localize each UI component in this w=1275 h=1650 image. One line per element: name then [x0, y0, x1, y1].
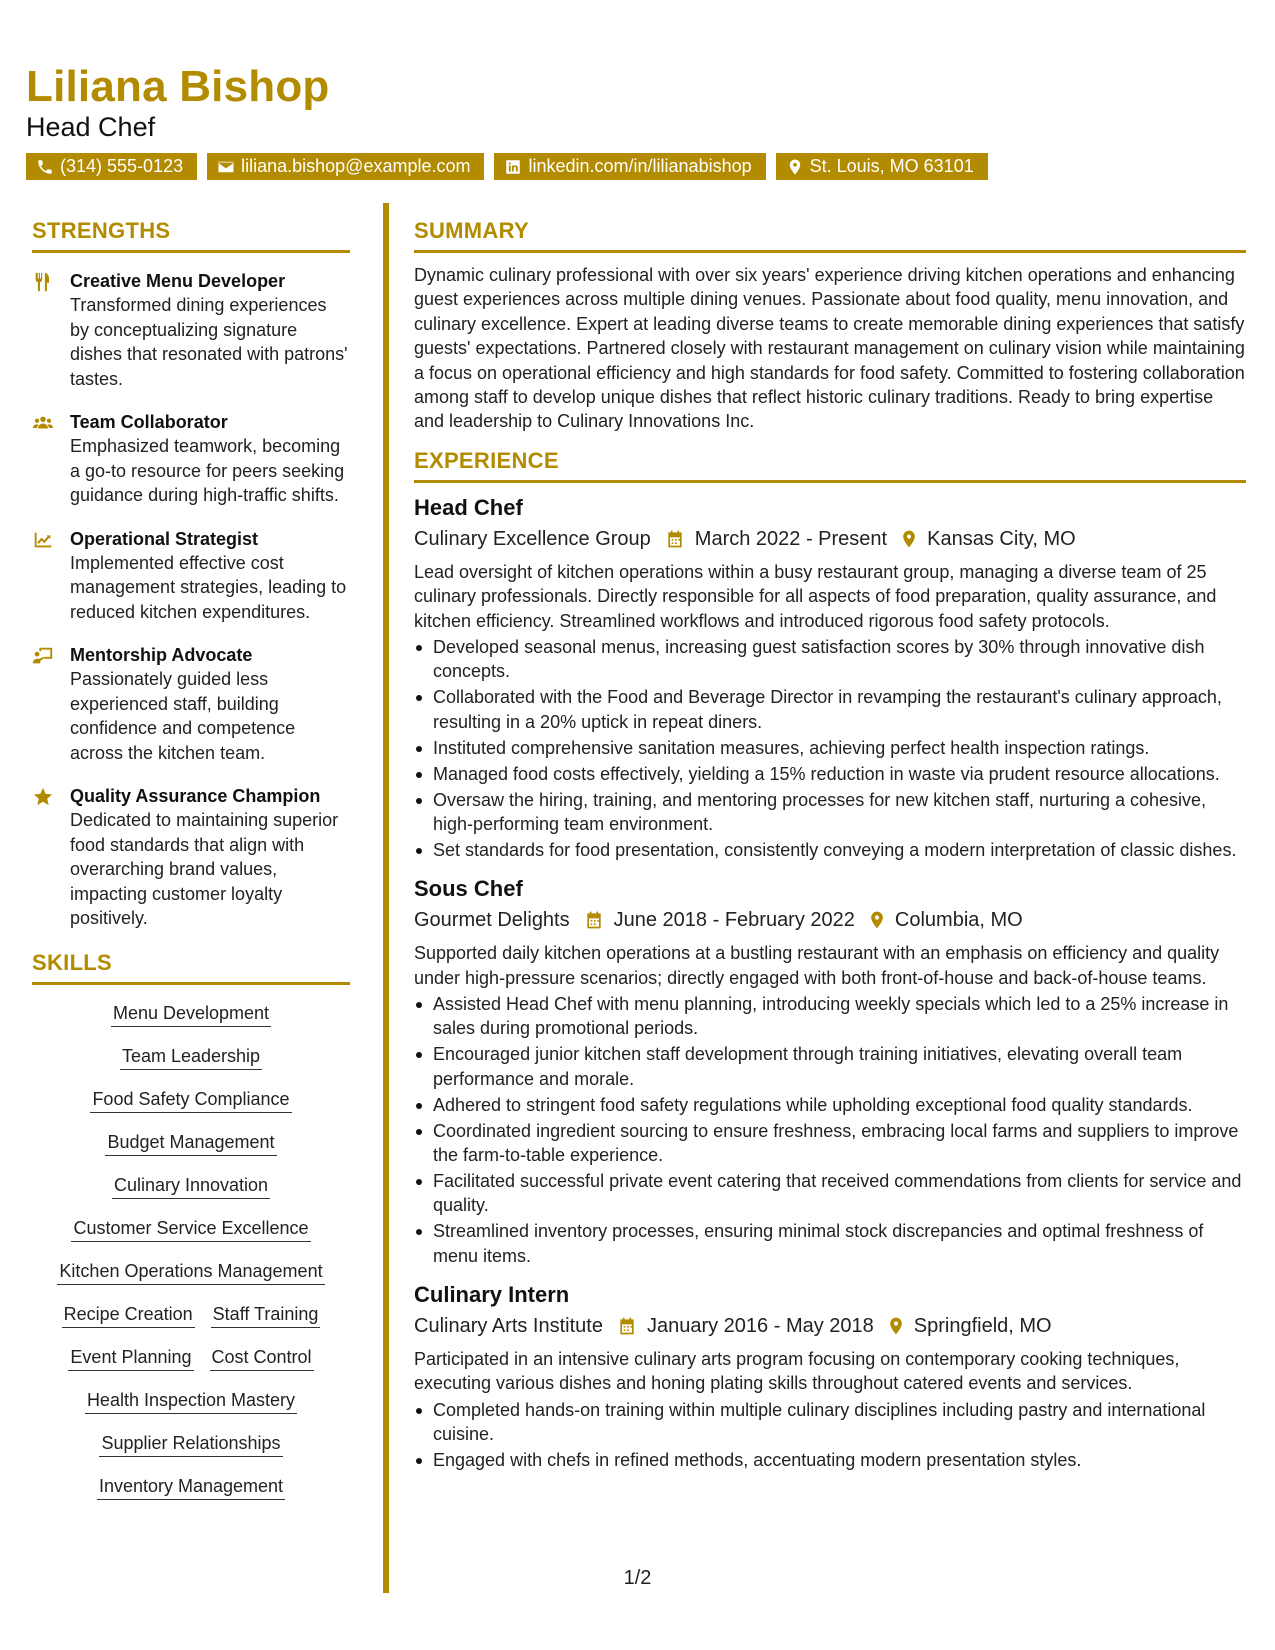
strengths-heading: STRENGTHS: [32, 218, 350, 253]
calendar-icon: [584, 910, 604, 930]
job-company: Culinary Arts Institute: [414, 1315, 603, 1337]
job-meta: [414, 1311, 1246, 1341]
map-pin-icon: [886, 1316, 906, 1336]
contact-email[interactable]: [207, 153, 484, 180]
strength-description: Passionately guided less experienced staff, building confidence and competence across the kitchen team.: [70, 669, 296, 763]
skills-list: [32, 1001, 350, 1517]
bullet-item: Engaged with chefs in refined methods, accentuating modern presentation styles.: [414, 1448, 1246, 1472]
strength-item: [32, 269, 350, 391]
calendar-icon: [617, 1316, 637, 1336]
strength-title: Quality Assurance Champion: [70, 786, 321, 806]
strength-title: Operational Strategist: [70, 528, 259, 549]
skill-tag: Recipe Creation: [62, 1302, 195, 1328]
column-divider: [383, 203, 389, 1593]
job-title: Sous Chef: [414, 876, 523, 902]
job-location: Kansas City, MO: [927, 527, 1076, 550]
teacher-icon: [32, 645, 54, 667]
candidate-name: Liliana Bishop: [26, 62, 330, 111]
job-entry: [414, 1280, 1246, 1473]
skill-tag: Cost Control: [210, 1345, 314, 1371]
strength-item: [32, 410, 350, 508]
page-number: 1/2: [623, 1567, 652, 1589]
bullet-item: Developed seasonal menus, increasing guest satisfaction scores by 30% through innovative dish concepts.: [414, 635, 1246, 684]
skill-tag: Team Leadership: [120, 1044, 262, 1070]
right-column: [414, 218, 1246, 1474]
job-company: Culinary Excellence Group: [414, 527, 651, 550]
star-icon: [32, 786, 54, 808]
strength-item: [32, 784, 350, 931]
map-pin-icon: [786, 158, 804, 176]
job-title: Culinary Intern: [414, 1282, 570, 1307]
job-meta: [414, 524, 1246, 554]
bullet-item: Adhered to stringent food safety regulations while upholding exceptional food quality standards.: [414, 1093, 1246, 1117]
job-description: Participated in an intensive culinary arts program focusing on contemporary cooking techniques, executing various dishes and honing plating skills throughout catered events and services.: [414, 1349, 1180, 1394]
skill-tag: Menu Development: [111, 1001, 271, 1027]
location-text: St. Louis, MO 63101: [809, 156, 974, 176]
skill-tag: Budget Management: [105, 1130, 276, 1156]
strength-title: Team Collaborator: [70, 412, 228, 432]
left-column: [32, 218, 350, 1517]
job-bullets: [414, 1398, 1246, 1473]
job-description: Lead oversight of kitchen operations within a busy restaurant group, managing a diverse team of 25 culinary professionals. Directly responsible for all aspects of food preparation, quality assurance, and kitchen efficiency. Streamlined workflows and introduced rigorous food safety protocols.: [414, 561, 1217, 631]
users-icon: [32, 412, 54, 434]
job-bullets: [414, 992, 1246, 1268]
contact-phone[interactable]: [26, 153, 197, 180]
summary-text: Dynamic culinary professional with over six years' experience driving kitchen operations and enhancing guest experiences across multiple dining venues. Passionate about food quality, menu innovation, and culinary excellence. Expert at leading diverse teams to create memorable dining experiences that satisfy guests' expectations. Partnered closely with restaurant management on culinary vision while maintaining a focus on operational efficiency and high standards for food safety. Committed to fostering collaboration among staff to develop unique dishes that reflect historic culinary traditions. Ready to bring expertise and leadership to Culinary Innovations Inc.: [414, 265, 1245, 432]
strength-item: [32, 527, 350, 625]
skill-tag: Inventory Management: [97, 1474, 285, 1500]
job-company: Gourmet Delights: [414, 909, 570, 932]
bullet-item: Encouraged junior kitchen staff development through training initiatives, elevating overall team performance and morale.: [414, 1042, 1246, 1091]
map-pin-icon: [867, 910, 887, 930]
utensils-icon: [32, 271, 54, 293]
bullet-item: Managed food costs effectively, yielding a 15% reduction in waste via prudent resource allocations.: [414, 762, 1246, 786]
strength-description: Transformed dining experiences by conceptualizing signature dishes that resonated with patrons' tastes.: [70, 295, 348, 389]
strength-title: Mentorship Advocate: [70, 645, 253, 665]
job-dates: March 2022 - Present: [694, 527, 888, 550]
contact-linkedin[interactable]: [494, 153, 765, 180]
map-pin-icon: [899, 529, 919, 549]
job-dates: June 2018 - February 2022: [613, 909, 855, 932]
bullet-item: Oversaw the hiring, training, and mentoring processes for new kitchen staff, nurturing a cohesive, high-performing team environment.: [414, 788, 1246, 837]
strength-item: [32, 643, 350, 765]
job-meta: [414, 905, 1246, 935]
envelope-icon: [217, 158, 235, 176]
calendar-icon: [665, 529, 685, 549]
bullet-item: Streamlined inventory processes, ensuring minimal stock discrepancies and optimal freshness of menu items.: [414, 1219, 1246, 1268]
skills-heading: SKILLS: [32, 950, 350, 985]
job-dates: January 2016 - May 2018: [646, 1315, 874, 1337]
strengths-list: [32, 269, 350, 931]
skill-tag: Event Planning: [68, 1345, 193, 1371]
bullet-item: Set standards for food presentation, consistently conveying a modern interpretation of classic dishes.: [414, 838, 1246, 862]
experience-heading: EXPERIENCE: [414, 448, 1246, 483]
linkedin-text: linkedin.com/in/lilianabishop: [528, 156, 752, 176]
linkedin-icon: [504, 158, 522, 176]
strength-title: Creative Menu Developer: [70, 271, 286, 291]
skill-tag: Culinary Innovation: [112, 1173, 270, 1199]
bullet-item: Assisted Head Chef with menu planning, introducing weekly specials which led to a 25% increase in sales during promotional periods.: [414, 992, 1246, 1041]
contact-location: [776, 153, 988, 180]
job-title: Head Chef: [414, 494, 523, 520]
skill-tag: Food Safety Compliance: [90, 1087, 291, 1113]
bullet-item: Completed hands-on training within multiple culinary disciplines including pastry and international cuisine.: [414, 1398, 1246, 1447]
phone-text: (314) 555-0123: [60, 156, 184, 176]
strength-description: Dedicated to maintaining superior food standards that align with overarching brand values, impacting customer loyalty positively.: [70, 810, 339, 928]
job-entry: [414, 493, 1246, 862]
skill-tag: Supplier Relationships: [99, 1431, 282, 1457]
job-bullets: [414, 635, 1246, 862]
job-location: Springfield, MO: [913, 1315, 1052, 1337]
contact-bar: [26, 153, 988, 180]
skill-tag: Kitchen Operations Management: [57, 1259, 324, 1285]
strength-description: Implemented effective cost management strategies, leading to reduced kitchen expenditures.: [70, 552, 347, 622]
bullet-item: Instituted comprehensive sanitation measures, achieving perfect health inspection ratings.: [414, 736, 1246, 760]
job-location: Columbia, MO: [894, 909, 1023, 932]
job-description: Supported daily kitchen operations at a bustling restaurant with an emphasis on efficiency and quality under high-pressure scenarios; directly engaged with both front-of-house and back-of-house teams.: [414, 943, 1220, 988]
bullet-item: Collaborated with the Food and Beverage Director in revamping the restaurant's culinary approach, resulting in a 20% uptick in repeat diners.: [414, 685, 1246, 734]
summary-heading: SUMMARY: [414, 218, 1246, 253]
bullet-item: Coordinated ingredient sourcing to ensure freshness, embracing local farms and suppliers to improve the farm-to-table experience.: [414, 1119, 1246, 1168]
strength-description: Emphasized teamwork, becoming a go-to resource for peers seeking guidance during high-traffic shifts.: [70, 436, 345, 505]
skill-tag: Health Inspection Mastery: [85, 1388, 297, 1414]
job-entry: [414, 874, 1246, 1268]
chart-line-icon: [32, 529, 54, 551]
skill-tag: Staff Training: [211, 1302, 321, 1328]
skill-tag: Customer Service Excellence: [71, 1216, 310, 1242]
candidate-role: Head Chef: [26, 112, 156, 142]
email-text: liliana.bishop@example.com: [241, 156, 471, 176]
phone-icon: [36, 158, 54, 176]
bullet-item: Facilitated successful private event catering that received commendations from clients for service and quality.: [414, 1169, 1246, 1218]
